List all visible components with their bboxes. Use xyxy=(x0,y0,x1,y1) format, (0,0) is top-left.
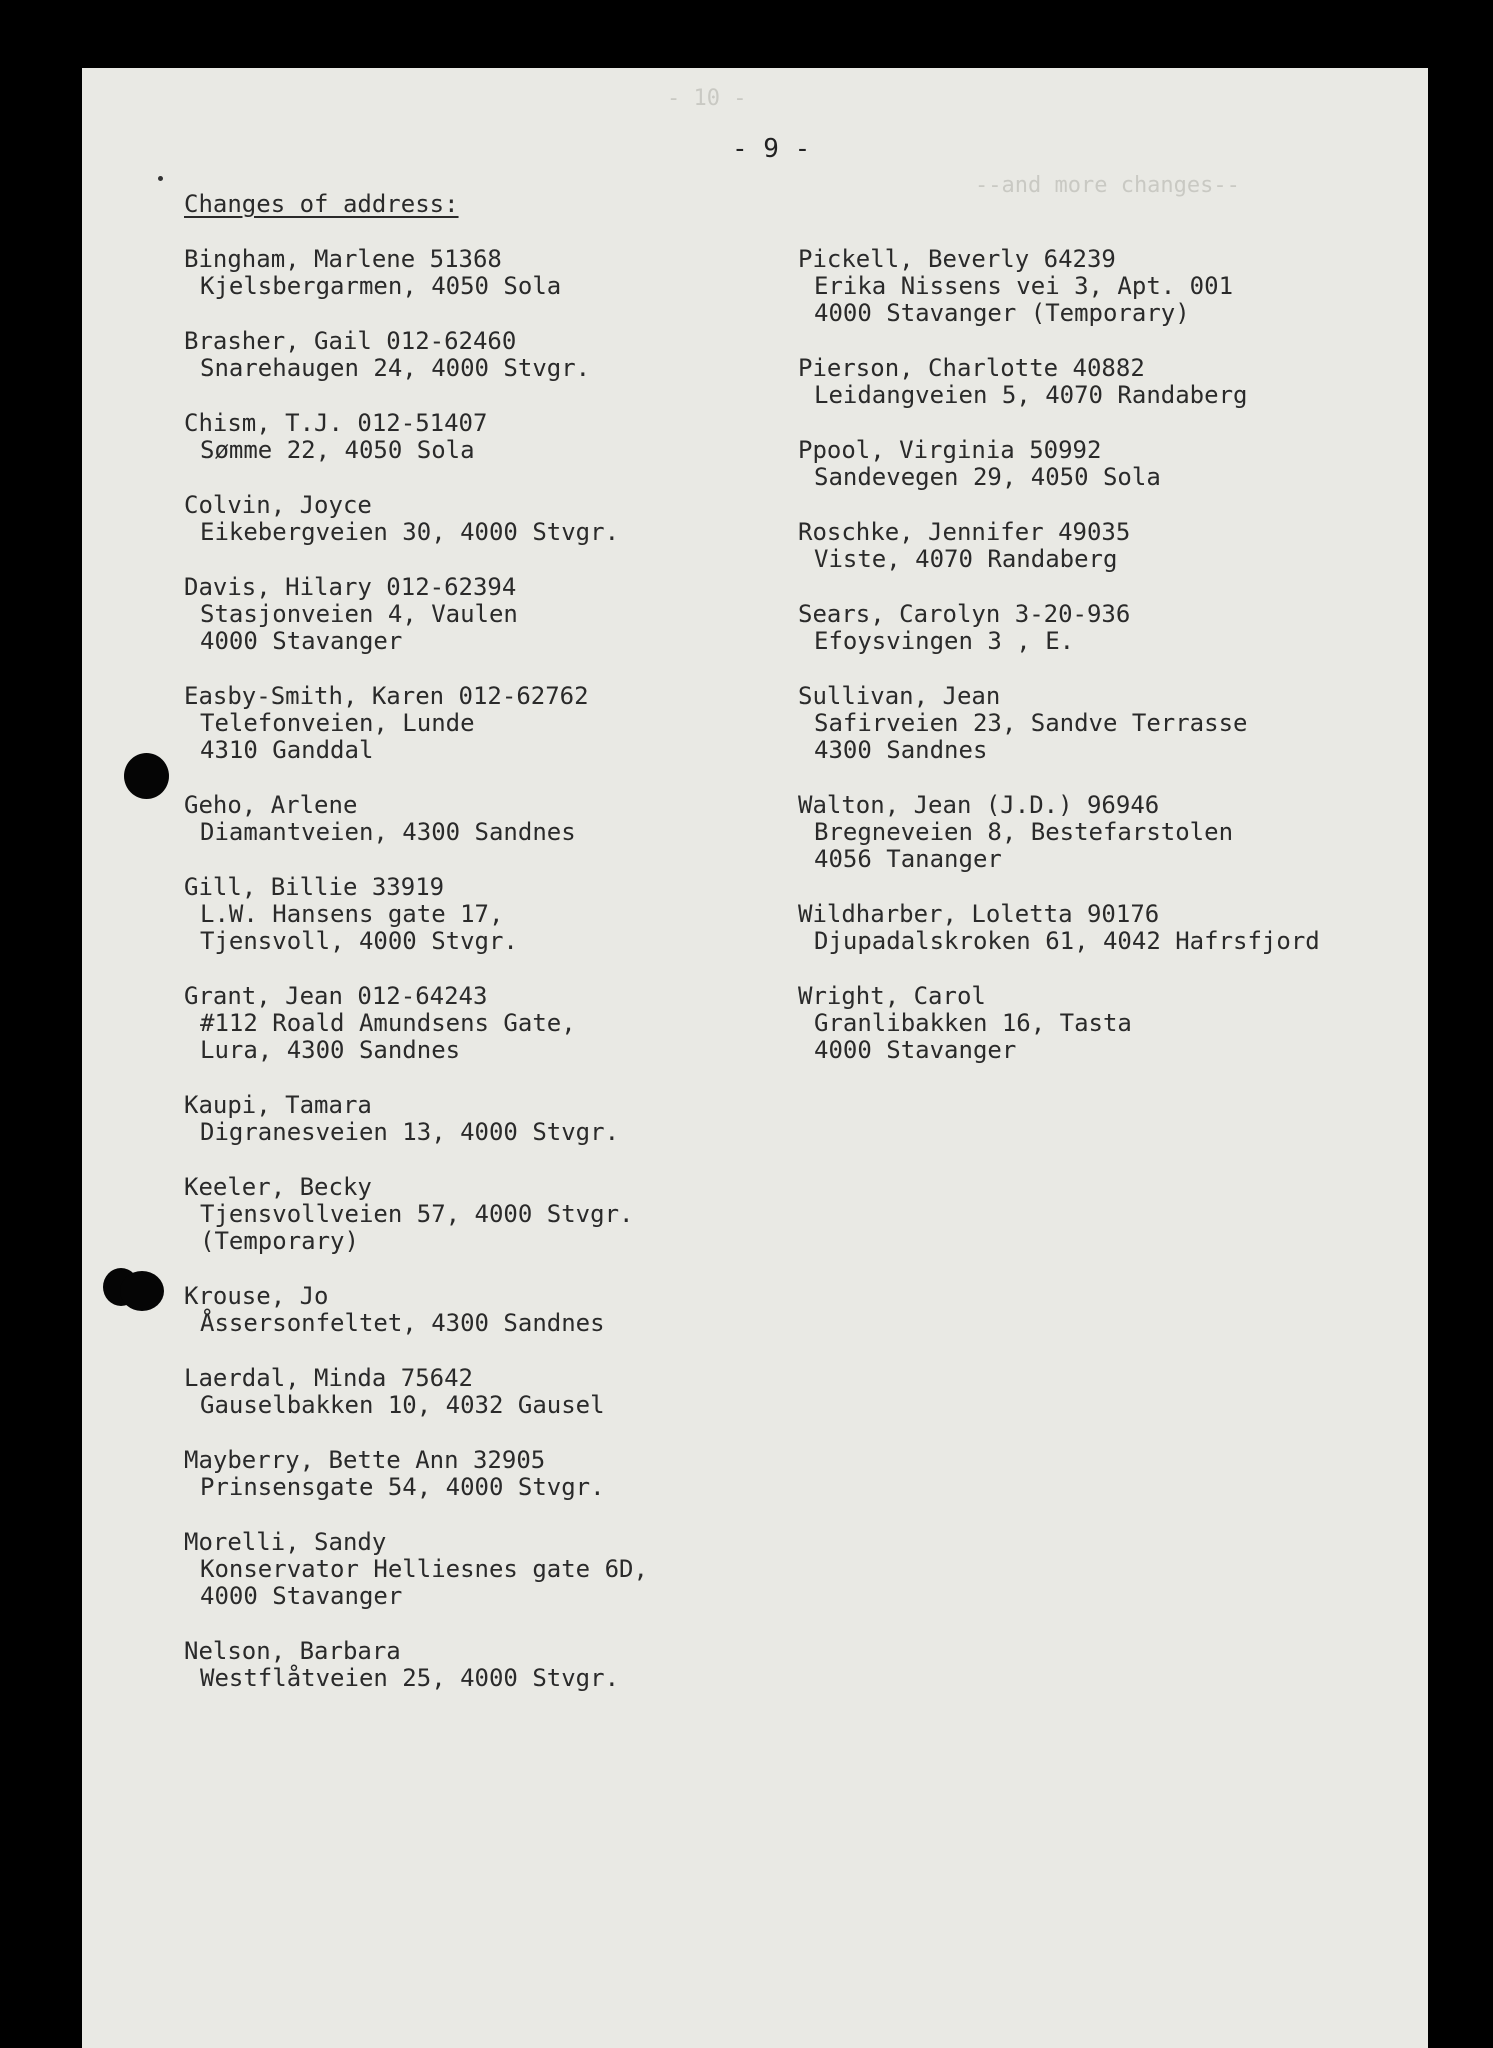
entry-name-line: Ppool, Virginia 50992 xyxy=(798,436,1102,464)
entry-name-line: Easby-Smith, Karen 012-62762 xyxy=(184,682,589,710)
entry-address-line: Digranesveien 13, 4000 Stvgr. xyxy=(200,1118,620,1146)
ink-dot xyxy=(158,176,163,181)
entry-address-line: Sandevegen 29, 4050 Sola xyxy=(814,463,1161,491)
address-entry xyxy=(798,355,1418,409)
entry-address-line: Viste, 4070 Randaberg xyxy=(814,545,1118,573)
address-entry xyxy=(184,574,744,655)
address-entry xyxy=(184,1092,744,1146)
address-entry xyxy=(184,792,744,846)
entry-address-line: 4000 Stavanger xyxy=(200,627,403,655)
entry-name-line: Wildharber, Loletta 90176 xyxy=(798,900,1160,928)
address-entry xyxy=(184,1529,744,1610)
entry-name-line: Morelli, Sandy xyxy=(184,1528,387,1556)
address-entry xyxy=(184,1638,744,1692)
entry-name-line: Pierson, Charlotte 40882 xyxy=(798,354,1145,382)
entry-address-line: 4056 Tananger xyxy=(814,845,1002,873)
address-entry xyxy=(184,1447,744,1501)
entry-address-line: Bregneveien 8, Bestefarstolen xyxy=(814,818,1234,846)
entry-address-line: Telefonveien, Lunde xyxy=(200,709,475,737)
address-entry xyxy=(798,683,1418,764)
entry-address-line: 4300 Sandnes xyxy=(814,736,988,764)
entry-name-line: Brasher, Gail 012-62460 xyxy=(184,327,517,355)
entry-name-line: Walton, Jean (J.D.) 96946 xyxy=(798,791,1160,819)
entry-name-line: Kaupi, Tamara xyxy=(184,1091,372,1119)
entry-name-line: Geho, Arlene xyxy=(184,791,358,819)
entry-address-line: Diamantveien, 4300 Sandnes xyxy=(200,818,576,846)
entry-address-line: Stasjonveien 4, Vaulen xyxy=(200,600,518,628)
entry-address-line: L.W. Hansens gate 17, xyxy=(200,900,504,928)
entry-address-line: Tjensvollveien 57, 4000 Stvgr. xyxy=(200,1200,634,1228)
entry-name-line: Chism, T.J. 012-51407 xyxy=(184,409,488,437)
entry-address-line: Westflåtveien 25, 4000 Stvgr. xyxy=(200,1664,620,1692)
address-entry xyxy=(184,1174,744,1255)
document-page xyxy=(82,68,1428,2048)
entry-address-line: Lura, 4300 Sandnes xyxy=(200,1036,461,1064)
entry-address-line: Konservator Helliesnes gate 6D, xyxy=(200,1555,648,1583)
entry-name-line: Krouse, Jo xyxy=(184,1282,329,1310)
entry-address-line: Gauselbakken 10, 4032 Gausel xyxy=(200,1391,605,1419)
entry-name-line: Pickell, Beverly 64239 xyxy=(798,245,1116,273)
address-entry xyxy=(184,874,744,955)
bleed-through-page-number: - 10 - xyxy=(667,86,747,111)
entry-address-line: Granlibakken 16, Tasta xyxy=(814,1009,1132,1037)
address-entry xyxy=(184,683,744,764)
address-entry xyxy=(184,983,744,1064)
entry-name-line: Gill, Billie 33919 xyxy=(184,873,445,901)
entry-address-line: (Temporary) xyxy=(200,1227,359,1255)
entry-address-line: Snarehaugen 24, 4000 Stvgr. xyxy=(200,354,591,382)
left-column xyxy=(184,246,744,1720)
address-entry xyxy=(184,492,744,546)
entry-name-line: Colvin, Joyce xyxy=(184,491,372,519)
entry-name-line: Roschke, Jennifer 49035 xyxy=(798,518,1131,546)
page-number: - 9 - xyxy=(732,134,811,164)
entry-address-line: 4000 Stavanger xyxy=(200,1582,403,1610)
entry-address-line: Åssersonfeltet, 4300 Sandnes xyxy=(200,1309,605,1337)
entry-address-line: Sømme 22, 4050 Sola xyxy=(200,436,475,464)
entry-address-line: Tjensvoll, 4000 Stvgr. xyxy=(200,927,518,955)
section-heading: Changes of address: xyxy=(184,190,459,218)
entry-name-line: Keeler, Becky xyxy=(184,1173,372,1201)
entry-name-line: Bingham, Marlene 51368 xyxy=(184,245,502,273)
entry-address-line: 4000 Stavanger (Temporary) xyxy=(814,299,1190,327)
punch-hole xyxy=(124,753,169,799)
entry-name-line: Grant, Jean 012-64243 xyxy=(184,982,488,1010)
entry-name-line: Nelson, Barbara xyxy=(184,1637,401,1665)
address-entry xyxy=(798,901,1418,955)
entry-name-line: Laerdal, Minda 75642 xyxy=(184,1364,473,1392)
address-entry xyxy=(798,601,1418,655)
address-entry xyxy=(184,1365,744,1419)
punch-hole xyxy=(120,1271,164,1311)
address-entry xyxy=(184,410,744,464)
entry-name-line: Mayberry, Bette Ann 32905 xyxy=(184,1446,546,1474)
entry-name-line: Sullivan, Jean xyxy=(798,682,1001,710)
entry-address-line: Erika Nissens vei 3, Apt. 001 xyxy=(814,272,1234,300)
entry-address-line: 4310 Ganddal xyxy=(200,736,374,764)
address-entry xyxy=(184,246,744,300)
entry-address-line: 4000 Stavanger xyxy=(814,1036,1017,1064)
address-entry xyxy=(798,437,1418,491)
entry-address-line: Kjelsbergarmen, 4050 Sola xyxy=(200,272,562,300)
address-entry xyxy=(184,328,744,382)
address-entry xyxy=(184,1283,744,1337)
entry-address-line: Efoysvingen 3 , E. xyxy=(814,627,1075,655)
entry-address-line: Prinsensgate 54, 4000 Stvgr. xyxy=(200,1473,605,1501)
entry-name-line: Wright, Carol xyxy=(798,982,986,1010)
entry-address-line: Eikebergveien 30, 4000 Stvgr. xyxy=(200,518,620,546)
right-column xyxy=(798,246,1418,1092)
entry-address-line: #112 Roald Amundsens Gate, xyxy=(200,1009,576,1037)
address-entry xyxy=(798,792,1418,873)
entry-name-line: Sears, Carolyn 3-20-936 xyxy=(798,600,1131,628)
entry-address-line: Safirveien 23, Sandve Terrasse xyxy=(814,709,1248,737)
address-entry xyxy=(798,519,1418,573)
entry-address-line: Djupadalskroken 61, 4042 Hafrsfjord xyxy=(814,927,1320,955)
entry-address-line: Leidangveien 5, 4070 Randaberg xyxy=(814,381,1248,409)
entry-name-line: Davis, Hilary 012-62394 xyxy=(184,573,517,601)
address-entry xyxy=(798,983,1418,1064)
address-entry xyxy=(798,246,1418,327)
bleed-through-heading: --and more changes-- xyxy=(975,173,1240,198)
